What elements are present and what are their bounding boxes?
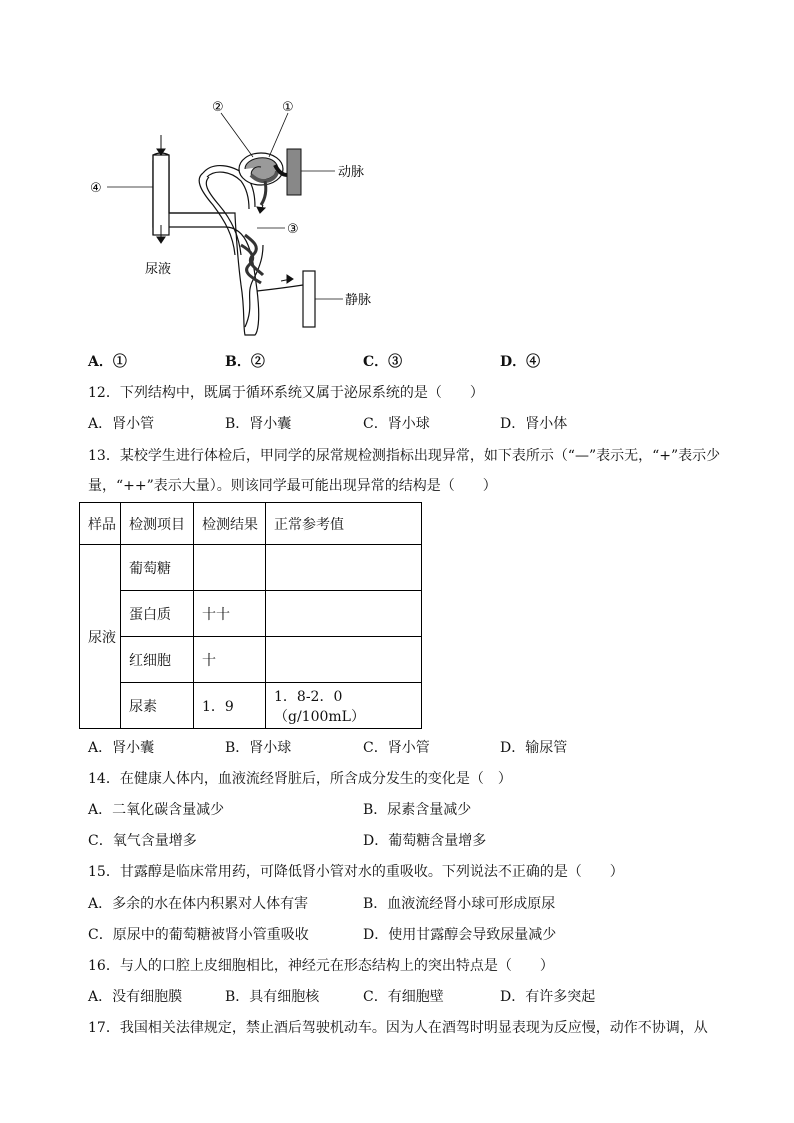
sample-cell: 尿液: [80, 545, 121, 729]
q12-option-d[interactable]: D．肾小体: [500, 416, 568, 432]
q13-option-b[interactable]: B．肾小球: [225, 740, 292, 756]
label-urine: 尿液: [145, 262, 172, 277]
result-cell: 十十: [194, 591, 266, 637]
q15-option-b[interactable]: B．血液流经肾小球可形成原尿: [363, 896, 556, 912]
q13-stem-line2: 量，“++”表示大量）。则该同学最可能出现异常的结构是（ ）: [88, 478, 497, 494]
header-result: 检测结果: [194, 503, 266, 545]
q11-option-b[interactable]: B．②: [225, 354, 265, 370]
q16-stem: 16．与人的口腔上皮细胞相比，神经元在形态结构上的突出特点是（ ）: [88, 958, 554, 974]
collecting-duct: [153, 153, 259, 335]
item-cell: 尿素: [121, 683, 194, 729]
q16-option-d[interactable]: D．有许多突起: [500, 989, 596, 1005]
q12-stem: 12．下列结构中，既属于循环系统又属于泌尿系统的是（ ）: [88, 385, 484, 401]
label-1: ①: [282, 100, 294, 115]
table-row: [80, 683, 422, 729]
leader-2: [221, 113, 253, 157]
q11-option-a[interactable]: A．①: [88, 354, 127, 370]
q15-option-d[interactable]: D．使用甘露醇会导致尿量减少: [363, 927, 557, 943]
q13-stem-line1: 13．某校学生进行体检后，甲同学的尿常规检测指标出现异常，如下表所示（“—”表示无，“+”表示少: [88, 448, 721, 464]
leader-1: [269, 113, 288, 157]
table-row: [80, 545, 422, 591]
nephron-diagram: [85, 95, 405, 345]
vein: [257, 271, 315, 327]
q13-option-a[interactable]: A．肾小囊: [88, 740, 155, 756]
q14-option-a[interactable]: A．二氧化碳含量减少: [88, 802, 225, 818]
header-sample: 样品: [80, 503, 121, 545]
q11-option-c[interactable]: C．③: [363, 354, 403, 370]
q15-stem: 15．甘露醇是临床常用药，可降低肾小管对水的重吸收。下列说法不正确的是（ ）: [88, 864, 624, 880]
q12-option-c[interactable]: C．肾小球: [363, 416, 430, 432]
reference-cell: [266, 591, 422, 637]
q12-option-b[interactable]: B．肾小囊: [225, 416, 292, 432]
q14-stem: 14．在健康人体内，血液流经肾脏后，所含成分发生的变化是（ ）: [88, 771, 512, 787]
reference-cell: 1．8-2．0（g/100mL）: [266, 683, 422, 729]
artery: [275, 149, 301, 195]
label-4: ④: [90, 181, 102, 196]
label-vein: 静脉: [345, 293, 372, 308]
q15-option-a[interactable]: A．多余的水在体内积累对人体有害: [88, 896, 309, 912]
q11-option-d[interactable]: D．④: [500, 354, 541, 370]
q14-option-c[interactable]: C．氧气含量增多: [88, 833, 197, 849]
q16-option-a[interactable]: A．没有细胞膜: [88, 989, 183, 1005]
label-2: ②: [212, 100, 224, 115]
q13-option-d[interactable]: D．输尿管: [500, 740, 568, 756]
table-row: [80, 591, 422, 637]
q14-option-b[interactable]: B．尿素含量减少: [363, 802, 472, 818]
label-3: ③: [287, 222, 299, 237]
header-reference: 正常参考值: [266, 503, 422, 545]
table-header-row: [80, 503, 422, 545]
reference-cell: [266, 637, 422, 683]
urine-test-table: [79, 502, 422, 729]
header-item: 检测项目: [121, 503, 194, 545]
q12-option-a[interactable]: A．肾小管: [88, 416, 155, 432]
result-cell: 十: [194, 637, 266, 683]
q16-option-b[interactable]: B．具有细胞核: [225, 989, 320, 1005]
item-cell: 蛋白质: [121, 591, 194, 637]
q17-stem: 17．我国相关法律规定，禁止酒后驾驶机动车。因为人在酒驾时明显表现为反应慢，动作不协调，从: [88, 1020, 708, 1036]
q15-option-c[interactable]: C．原尿中的葡萄糖被肾小管重吸收: [88, 927, 309, 943]
table-row: [80, 637, 422, 683]
reference-cell: [266, 545, 422, 591]
q13-option-c[interactable]: C．肾小管: [363, 740, 430, 756]
item-cell: 葡萄糖: [121, 545, 194, 591]
q14-option-d[interactable]: D．葡萄糖含量增多: [363, 833, 487, 849]
q16-option-c[interactable]: C．有细胞壁: [363, 989, 444, 1005]
item-cell: 红细胞: [121, 637, 194, 683]
result-cell: [194, 545, 266, 591]
label-artery: 动脉: [338, 165, 365, 180]
result-cell: 1．9: [194, 683, 266, 729]
